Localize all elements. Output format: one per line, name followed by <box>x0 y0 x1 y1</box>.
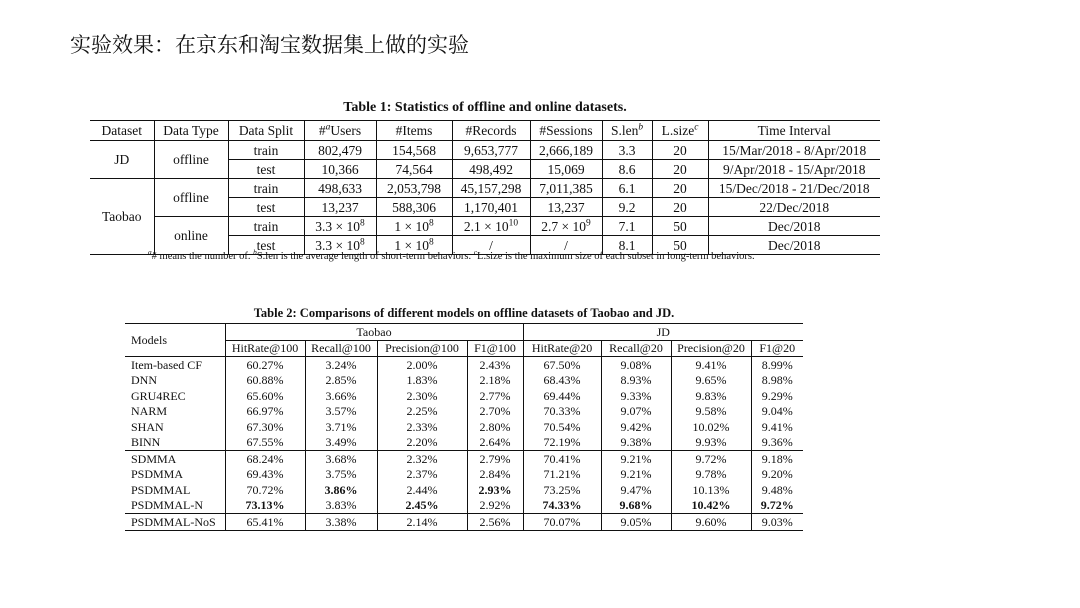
metric-cell: 71.21% <box>523 467 601 483</box>
model-name: NARM <box>131 404 168 419</box>
metric-cell: 3.49% <box>305 435 377 451</box>
table-row: online train $3.3 \times 10^8$ $1 \times 10^8$ $2.1 \times 10^{10}$ $2.7 \times 10^9$ 7.1 50 Dec/2018 <box>90 217 880 236</box>
best-value: 2.45% <box>405 498 439 513</box>
model-name: SHAN <box>131 419 164 434</box>
table-row <box>125 451 803 467</box>
col-items: #Items <box>376 121 452 141</box>
metric-cell: 9.65% <box>671 373 751 389</box>
metric-cell: 10.02% <box>671 419 751 435</box>
metric-cell: 65.60% <box>225 388 305 404</box>
metric-cell: 3.66% <box>305 388 377 404</box>
metric-cell: 2.43% <box>467 357 523 373</box>
metric-cell: 2.32% <box>377 451 467 467</box>
metric-cell <box>751 498 803 514</box>
table-row <box>125 404 803 420</box>
metric-cell: 9.41% <box>751 419 803 435</box>
metric-cell: 3.71% <box>305 419 377 435</box>
metric-cell: 2.37% <box>377 467 467 483</box>
metric-cell: 66.97% <box>225 404 305 420</box>
metric-cell: 2.84% <box>467 467 523 483</box>
metric-cell: 9.41% <box>671 357 751 373</box>
best-value: 9.68% <box>619 498 653 513</box>
metric-cell: 69.44% <box>523 388 601 404</box>
table-row: test $3.3 \times 10^8$ $1 \times 10^8$ / / 8.1 50 Dec/2018 <box>90 236 880 255</box>
metric-cell: 68.24% <box>225 451 305 467</box>
metric-header: Recall@100 <box>305 340 377 357</box>
metric-cell: 2.77% <box>467 388 523 404</box>
metric-cell: 9.08% <box>601 357 671 373</box>
model-name: SDMMA <box>125 451 225 467</box>
metric-cell: 2.33% <box>377 419 467 435</box>
col-dataset: Dataset <box>90 121 154 141</box>
metric-cell: 10.13% <box>671 482 751 498</box>
metric-cell: 2.85% <box>305 373 377 389</box>
metric-cell <box>601 498 671 514</box>
group-taobao: Taobao <box>90 179 154 255</box>
models-header: Models <box>125 324 225 357</box>
metric-cell <box>523 498 601 514</box>
metric-cell: 9.48% <box>751 482 803 498</box>
metric-header: Recall@20 <box>601 340 671 357</box>
metric-cell <box>467 482 523 498</box>
metric-cell: 9.21% <box>601 451 671 467</box>
model-name: PSDMMAL <box>131 482 191 497</box>
group-jd: JD <box>90 141 154 179</box>
col-sessions: #Sessions <box>530 121 602 141</box>
metric-cell: 2.56% <box>467 514 523 531</box>
type-online-taobao: online <box>154 217 228 255</box>
metric-cell: 2.25% <box>377 404 467 420</box>
metric-cell: 9.18% <box>751 451 803 467</box>
best-value: 73.13% <box>245 498 285 513</box>
metric-cell: 9.20% <box>751 467 803 483</box>
group-header-taobao: Taobao <box>225 324 523 341</box>
metric-cell: 9.04% <box>751 404 803 420</box>
metric-cell: 67.50% <box>523 357 601 373</box>
metric-cell: 9.21% <box>601 467 671 483</box>
metric-cell: 9.38% <box>601 435 671 451</box>
model-name: PSDMMA <box>131 467 184 482</box>
table2 <box>125 323 803 531</box>
best-value: 9.72% <box>760 498 794 513</box>
best-value: 74.33% <box>542 498 582 513</box>
table1-caption: Table 1: Statistics of offline and online datasets. <box>343 100 627 115</box>
model-name: Item-based CF <box>131 357 202 372</box>
metric-cell: 70.72% <box>225 482 305 498</box>
metric-cell: 2.30% <box>377 388 467 404</box>
metric-cell: 9.83% <box>671 388 751 404</box>
table1-footnote: $^a$# means the number of. $^b$S.len is the average length of short-term behaviors. $^c$L.size is the maximum size of each subset in long-term behaviors. <box>148 247 755 262</box>
metric-header: HitRate@100 <box>225 340 305 357</box>
col-users: #$^a$Users <box>304 121 376 141</box>
model-name: BINN <box>131 435 161 450</box>
col-time: Time Interval <box>708 121 880 141</box>
table-row <box>125 435 803 451</box>
table-row: Taobao offline train 498,633 2,053,798 45,157,298 7,011,385 6.1 20 15/Dec/2018 - 21/Dec/2018 <box>90 179 880 198</box>
metric-cell: 8.99% <box>751 357 803 373</box>
table-row <box>125 357 803 373</box>
metric-cell <box>377 498 467 514</box>
metric-cell: 3.75% <box>305 467 377 483</box>
metric-header: F1@100 <box>467 340 523 357</box>
best-value: 3.86% <box>324 482 358 497</box>
model-name: GRU4REC <box>131 388 186 403</box>
metric-cell: 9.47% <box>601 482 671 498</box>
metric-header: HitRate@20 <box>523 340 601 357</box>
metric-cell: 9.29% <box>751 388 803 404</box>
model-name: DNN <box>131 373 157 388</box>
metric-cell: 8.98% <box>751 373 803 389</box>
col-data-split: Data Split <box>228 121 304 141</box>
metric-cell: 8.93% <box>601 373 671 389</box>
metric-cell: 2.00% <box>377 357 467 373</box>
metric-cell <box>225 498 305 514</box>
metric-cell: 2.80% <box>467 419 523 435</box>
metric-cell: 9.60% <box>671 514 751 531</box>
metric-cell: 9.58% <box>671 404 751 420</box>
table1-header-row <box>90 121 880 141</box>
table-row <box>125 498 803 514</box>
type-offline-taobao: offline <box>154 179 228 217</box>
metric-cell: 70.07% <box>523 514 601 531</box>
metric-cell: 9.36% <box>751 435 803 451</box>
table2-header-row-1 <box>125 324 803 341</box>
metric-cell: 2.64% <box>467 435 523 451</box>
metric-cell: 3.68% <box>305 451 377 467</box>
table-row <box>125 482 803 498</box>
metric-cell: 9.42% <box>601 419 671 435</box>
metric-cell: 73.25% <box>523 482 601 498</box>
table-row <box>125 467 803 483</box>
table-row <box>125 514 803 531</box>
table-row: JD offline train 802,479 154,568 9,653,777 2,666,189 3.3 20 15/Mar/2018 - 8/Apr/2018 <box>90 141 880 160</box>
metric-cell: 9.03% <box>751 514 803 531</box>
metric-cell: 3.83% <box>305 498 377 514</box>
metric-cell <box>671 498 751 514</box>
table2-caption: Table 2: Comparisons of different models on offline datasets of Taobao and JD. <box>253 306 675 320</box>
metric-cell: 67.55% <box>225 435 305 451</box>
metric-header: Precision@20 <box>671 340 751 357</box>
metric-cell <box>305 482 377 498</box>
table-row <box>125 373 803 389</box>
metric-cell: 2.14% <box>377 514 467 531</box>
metric-cell: 9.93% <box>671 435 751 451</box>
type-offline-jd: offline <box>154 141 228 179</box>
table2-body <box>125 357 803 531</box>
metric-cell: 9.05% <box>601 514 671 531</box>
metric-cell: 2.44% <box>377 482 467 498</box>
metric-cell: 70.54% <box>523 419 601 435</box>
metric-cell: 9.78% <box>671 467 751 483</box>
col-records: #Records <box>452 121 530 141</box>
metric-cell: 60.27% <box>225 357 305 373</box>
group-header-jd: JD <box>523 324 803 341</box>
metric-header: F1@20 <box>751 340 803 357</box>
metric-cell: 69.43% <box>225 467 305 483</box>
metric-cell: 2.79% <box>467 451 523 467</box>
metric-cell: 72.19% <box>523 435 601 451</box>
metric-cell: 9.72% <box>671 451 751 467</box>
metric-header: Precision@100 <box>377 340 467 357</box>
metric-cell: 9.07% <box>601 404 671 420</box>
metric-cell: 67.30% <box>225 419 305 435</box>
metric-cell: 2.92% <box>467 498 523 514</box>
metric-cell: 70.33% <box>523 404 601 420</box>
metric-cell: 2.70% <box>467 404 523 420</box>
table-row <box>125 419 803 435</box>
metric-cell: 1.83% <box>377 373 467 389</box>
metric-cell: 60.88% <box>225 373 305 389</box>
slide-title: 实验效果：在京东和淘宝数据集上做的实验 <box>70 33 469 57</box>
model-name: PSDMMAL-N <box>131 498 204 513</box>
table-row: test 10,366 74,564 498,492 15,069 8.6 20 9/Apr/2018 - 15/Apr/2018 <box>90 160 880 179</box>
best-value: 10.42% <box>691 498 731 513</box>
col-data-type: Data Type <box>154 121 228 141</box>
metric-cell: 2.20% <box>377 435 467 451</box>
table2-header-row-2 <box>125 340 803 357</box>
table1 <box>90 120 880 255</box>
metric-cell: 2.18% <box>467 373 523 389</box>
model-name: PSDMMAL-NoS <box>125 514 225 531</box>
metric-cell: 3.24% <box>305 357 377 373</box>
table-row: test 13,237 588,306 1,170,401 13,237 9.2 20 22/Dec/2018 <box>90 198 880 217</box>
col-slen: S.len$^b$ <box>602 121 652 141</box>
metric-cell: 3.38% <box>305 514 377 531</box>
metric-cell: 65.41% <box>225 514 305 531</box>
col-lsize: L.size$^c$ <box>652 121 708 141</box>
table-row <box>125 388 803 404</box>
metric-cell: 3.57% <box>305 404 377 420</box>
metric-cell: 9.33% <box>601 388 671 404</box>
metric-cell: 68.43% <box>523 373 601 389</box>
best-value: 2.93% <box>478 482 512 497</box>
metric-cell: 70.41% <box>523 451 601 467</box>
